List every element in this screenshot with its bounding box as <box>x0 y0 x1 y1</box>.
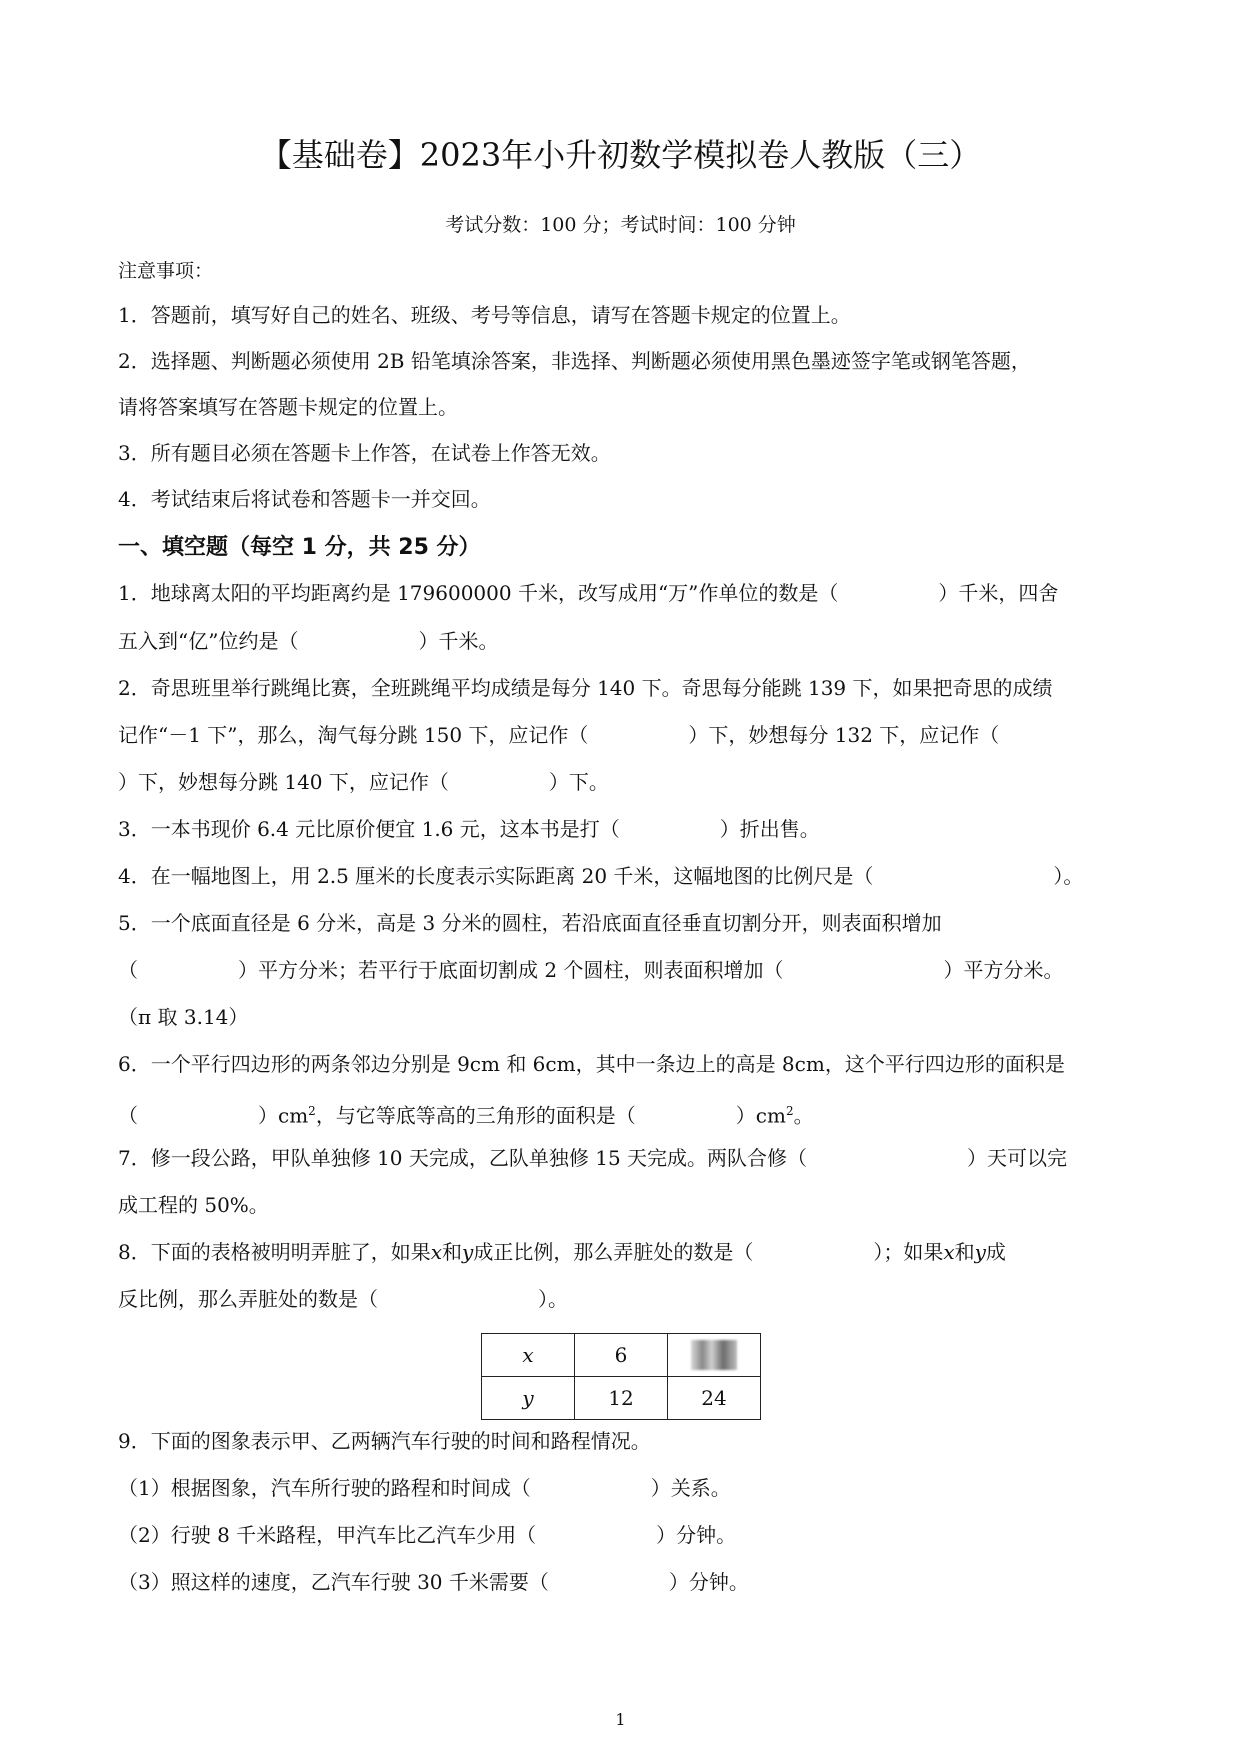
question-5-line-2: （ ）平方分米；若平行于底面切割成 2 个圆柱，则表面积增加（ ）平方分米。 <box>118 958 1064 982</box>
question-6-line-1: 6．一个平行四边形的两条邻边分别是 9cm 和 6cm，其中一条边上的高是 8cm，这个平行四边形的面积是 <box>118 1052 1065 1076</box>
question-6-text-b: ，与它等底等高的三角形的面积是（ ）cm <box>315 1103 786 1128</box>
notice-item: 3．所有题目必须在答题卡上作答，在试卷上作答无效。 <box>118 441 611 465</box>
smudge-mark <box>691 1340 737 1370</box>
notice-heading: 注意事项： <box>118 260 214 282</box>
question-9-part-2: （2）行驶 8 千米路程，甲汽车比乙汽车少用（ ）分钟。 <box>118 1523 737 1547</box>
table-cell <box>482 1334 575 1377</box>
variable-x: x <box>430 1240 443 1264</box>
table-cell <box>482 1377 575 1420</box>
smudged-cell <box>668 1334 761 1377</box>
question-7-line-1: 7．修一段公路，甲队单独修 10 天完成，乙队单独修 15 天完成。两队合修（ ）天可以完 <box>118 1146 1068 1170</box>
table-row <box>482 1377 761 1420</box>
question-9: 9．下面的图象表示甲、乙两辆汽车行驶的时间和路程情况。 <box>118 1429 651 1453</box>
table-cell: 6 <box>575 1334 668 1377</box>
question-1-line-1: 1．地球离太阳的平均距离约是 179600000 千米，改写成用“万”作单位的数是（ ）千米，四舍 <box>118 581 1059 605</box>
table-cell: 24 <box>668 1377 761 1420</box>
variable-x: x <box>943 1240 955 1264</box>
question-6-text-a: （ ）cm <box>118 1103 309 1128</box>
notice-item: 请将答案填写在答题卡规定的位置上。 <box>118 395 458 419</box>
notice-item: 1．答题前，填写好自己的姓名、班级、考号等信息，请写在答题卡规定的位置上。 <box>118 303 851 327</box>
question-8-text: 和 <box>442 1240 463 1264</box>
question-6-line-2 <box>118 1098 814 1129</box>
table-row <box>482 1334 761 1377</box>
variable-y: y <box>974 1240 986 1264</box>
page-title: 【基础卷】2023年小升初数学模拟卷人教版（三） <box>259 136 982 174</box>
question-2-line-3: ）下，妙想每分跳 140 下，应记作（ ）下。 <box>118 770 609 794</box>
question-2-line-1: 2．奇思班里举行跳绳比赛，全班跳绳平均成绩是每分 140 下。奇思每分能跳 139 下，如果把奇思的成绩 <box>118 676 1053 700</box>
question-4: 4．在一幅地图上，用 2.5 厘米的长度表示实际距离 20 千米，这幅地图的比例尺是（ ）。 <box>118 864 1084 888</box>
question-2-line-2: 记作“－1 下”，那么，淘气每分跳 150 下，应记作（ ）下，妙想每分 132 下，应记作（ <box>118 723 1000 747</box>
notice-item: 2．选择题、判断题必须使用 2B 铅笔填涂答案，非选择、判断题必须使用黑色墨迹签字笔或钢笔答题， <box>118 349 1031 373</box>
notice-item: 4．考试结束后将试卷和答题卡一并交回。 <box>118 487 491 511</box>
question-8-text: 成 <box>985 1240 1006 1264</box>
variable-y: y <box>462 1240 474 1264</box>
superscript: 2 <box>308 1104 316 1118</box>
variable-y: y <box>522 1386 534 1410</box>
question-9-part-1: （1）根据图象，汽车所行驶的路程和时间成（ ）关系。 <box>118 1476 731 1500</box>
question-1-line-2: 五入到“亿”位约是（ ）千米。 <box>118 629 499 653</box>
proportion-table <box>481 1333 761 1420</box>
question-8-text: 和 <box>954 1240 975 1264</box>
question-3: 3．一本书现价 6.4 元比原价便宜 1.6 元，这本书是打（ ）折出售。 <box>118 817 820 841</box>
question-7-line-2: 成工程的 50%。 <box>118 1193 269 1217</box>
superscript: 2 <box>785 1104 794 1118</box>
question-8-line-2: 反比例，那么弄脏处的数是（ ）。 <box>118 1287 568 1311</box>
question-8-text: 成正比例，那么弄脏处的数是（ ）；如果 <box>473 1240 944 1264</box>
question-5-line-1: 5．一个底面直径是 6 分米，高是 3 分米的圆柱，若沿底面直径垂直切割分开，则表面积增加 <box>118 911 942 935</box>
page-number: 1 <box>615 1710 626 1729</box>
question-8-text: 8．下面的表格被明明弄脏了，如果 <box>118 1240 431 1264</box>
question-6-text-c: 。 <box>793 1103 814 1128</box>
question-5-line-3: （π 取 3.14） <box>118 1005 249 1029</box>
question-9-part-3: （3）照这样的速度，乙汽车行驶 30 千米需要（ ）分钟。 <box>118 1570 749 1594</box>
table-cell: 12 <box>575 1377 668 1420</box>
question-8-line-1 <box>118 1239 1006 1265</box>
variable-x: x <box>522 1343 534 1367</box>
exam-info: 考试分数：100 分；考试时间：100 分钟 <box>445 214 796 236</box>
section-heading: 一、填空题（每空 1 分，共 25 分） <box>118 535 481 560</box>
